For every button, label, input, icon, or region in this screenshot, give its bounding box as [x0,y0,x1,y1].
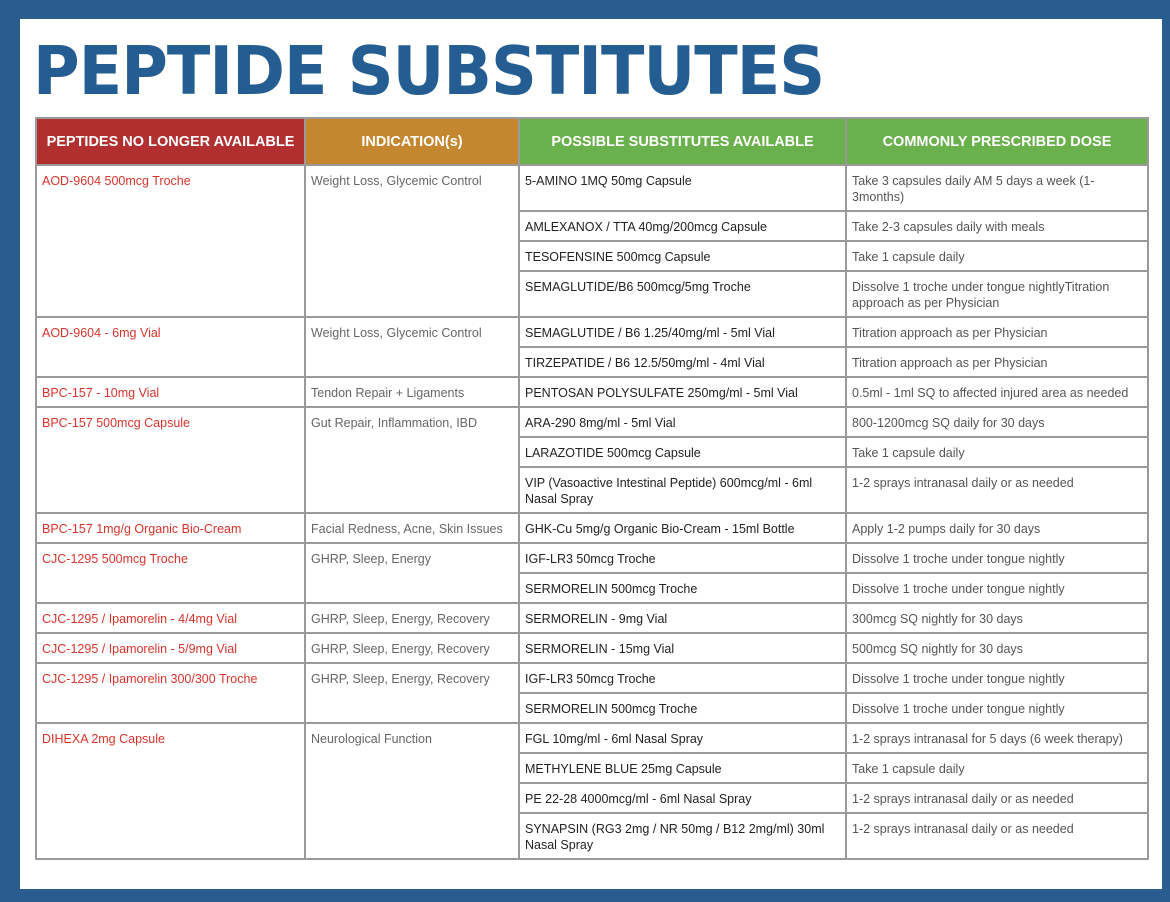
substitute-cell: TESOFENSINE 500mcg Capsule [519,241,846,271]
dose-cell: Take 1 capsule daily [846,241,1148,271]
header-row [36,118,1148,165]
table-row [36,317,1148,347]
substitute-cell: AMLEXANOX / TTA 40mg/200mcg Capsule [519,211,846,241]
peptide-cell: CJC-1295 500mcg Troche [36,543,305,603]
dose-cell: 300mcg SQ nightly for 30 days [846,603,1148,633]
header-peptides-no-longer-available: PEPTIDES NO LONGER AVAILABLE [36,118,305,165]
page-title: PEPTIDE SUBSTITUTES [33,32,825,110]
indication-cell: Facial Redness, Acne, Skin Issues [305,513,519,543]
substitute-cell: 5-AMINO 1MQ 50mg Capsule [519,165,846,211]
dose-cell: Titration approach as per Physician [846,317,1148,347]
peptide-cell: AOD-9604 500mcg Troche [36,165,305,317]
substitute-cell: TIRZEPATIDE / B6 12.5/50mg/ml - 4ml Vial [519,347,846,377]
substitute-cell: SERMORELIN 500mcg Troche [519,693,846,723]
substitute-cell: FGL 10mg/ml - 6ml Nasal Spray [519,723,846,753]
dose-cell: Titration approach as per Physician [846,347,1148,377]
table-row [36,603,1148,633]
peptide-cell: BPC-157 1mg/g Organic Bio-Cream [36,513,305,543]
table-row [36,543,1148,573]
substitute-cell: LARAZOTIDE 500mcg Capsule [519,437,846,467]
table-row [36,723,1148,753]
substitute-cell: SERMORELIN - 15mg Vial [519,633,846,663]
peptide-cell: AOD-9604 - 6mg Vial [36,317,305,377]
substitute-cell: PENTOSAN POLYSULFATE 250mg/ml - 5ml Vial [519,377,846,407]
dose-cell: Dissolve 1 troche under tongue nightly [846,663,1148,693]
indication-cell: GHRP, Sleep, Energy [305,543,519,603]
dose-cell: Dissolve 1 troche under tongue nightly [846,573,1148,603]
substitute-cell: PE 22-28 4000mcg/ml - 6ml Nasal Spray [519,783,846,813]
substitute-cell: GHK-Cu 5mg/g Organic Bio-Cream - 15ml Bottle [519,513,846,543]
peptide-cell: CJC-1295 / Ipamorelin - 5/9mg Vial [36,633,305,663]
dose-cell: 800-1200mcg SQ daily for 30 days [846,407,1148,437]
dose-cell: Take 1 capsule daily [846,753,1148,783]
peptide-cell: CJC-1295 / Ipamorelin - 4/4mg Vial [36,603,305,633]
substitute-cell: SERMORELIN - 9mg Vial [519,603,846,633]
substitute-cell: IGF-LR3 50mcg Troche [519,663,846,693]
dose-cell: Take 1 capsule daily [846,437,1148,467]
table-row [36,407,1148,437]
indication-cell: GHRP, Sleep, Energy, Recovery [305,603,519,633]
dose-cell: 1-2 sprays intranasal daily or as needed [846,783,1148,813]
peptide-cell: BPC-157 - 10mg Vial [36,377,305,407]
indication-cell: Neurological Function [305,723,519,859]
table-row [36,633,1148,663]
table-body [36,165,1148,859]
indication-cell: Gut Repair, Inflammation, IBD [305,407,519,513]
substitute-cell: VIP (Vasoactive Intestinal Peptide) 600mcg/ml - 6ml Nasal Spray [519,467,846,513]
table-row [36,663,1148,693]
substitute-cell: SEMAGLUTIDE/B6 500mcg/5mg Troche [519,271,846,317]
header-possible-substitutes: POSSIBLE SUBSTITUTES AVAILABLE [519,118,846,165]
peptide-cell: CJC-1295 / Ipamorelin 300/300 Troche [36,663,305,723]
indication-cell: Weight Loss, Glycemic Control [305,317,519,377]
peptide-cell: DIHEXA 2mg Capsule [36,723,305,859]
dose-cell: 0.5ml - 1ml SQ to affected injured area as needed [846,377,1148,407]
dose-cell: Dissolve 1 troche under tongue nightlyTitration approach as per Physician [846,271,1148,317]
dose-cell: Take 3 capsules daily AM 5 days a week (1-3months) [846,165,1148,211]
indication-cell: GHRP, Sleep, Energy, Recovery [305,663,519,723]
table-header [36,118,1148,165]
dose-cell: Dissolve 1 troche under tongue nightly [846,693,1148,723]
peptide-substitutes-table [35,117,1149,860]
substitute-cell: METHYLENE BLUE 25mg Capsule [519,753,846,783]
substitute-cell: SEMAGLUTIDE / B6 1.25/40mg/ml - 5ml Vial [519,317,846,347]
dose-cell: 1-2 sprays intranasal daily or as needed [846,813,1148,859]
dose-cell: Apply 1-2 pumps daily for 30 days [846,513,1148,543]
indication-cell: Tendon Repair + Ligaments [305,377,519,407]
header-indications: INDICATION(s) [305,118,519,165]
document-page [20,19,1162,889]
dose-cell: 1-2 sprays intranasal daily or as needed [846,467,1148,513]
dose-cell: Take 2-3 capsules daily with meals [846,211,1148,241]
table-row [36,513,1148,543]
indication-cell: GHRP, Sleep, Energy, Recovery [305,633,519,663]
substitute-cell: SERMORELIN 500mcg Troche [519,573,846,603]
header-commonly-prescribed-dose: COMMONLY PRESCRIBED DOSE [846,118,1148,165]
dose-cell: 500mcg SQ nightly for 30 days [846,633,1148,663]
table-row [36,165,1148,211]
substitute-cell: IGF-LR3 50mcg Troche [519,543,846,573]
substitute-cell: SYNAPSIN (RG3 2mg / NR 50mg / B12 2mg/ml) 30ml Nasal Spray [519,813,846,859]
dose-cell: Dissolve 1 troche under tongue nightly [846,543,1148,573]
table-row [36,377,1148,407]
peptide-cell: BPC-157 500mcg Capsule [36,407,305,513]
substitute-cell: ARA-290 8mg/ml - 5ml Vial [519,407,846,437]
indication-cell: Weight Loss, Glycemic Control [305,165,519,317]
dose-cell: 1-2 sprays intranasal for 5 days (6 week therapy) [846,723,1148,753]
